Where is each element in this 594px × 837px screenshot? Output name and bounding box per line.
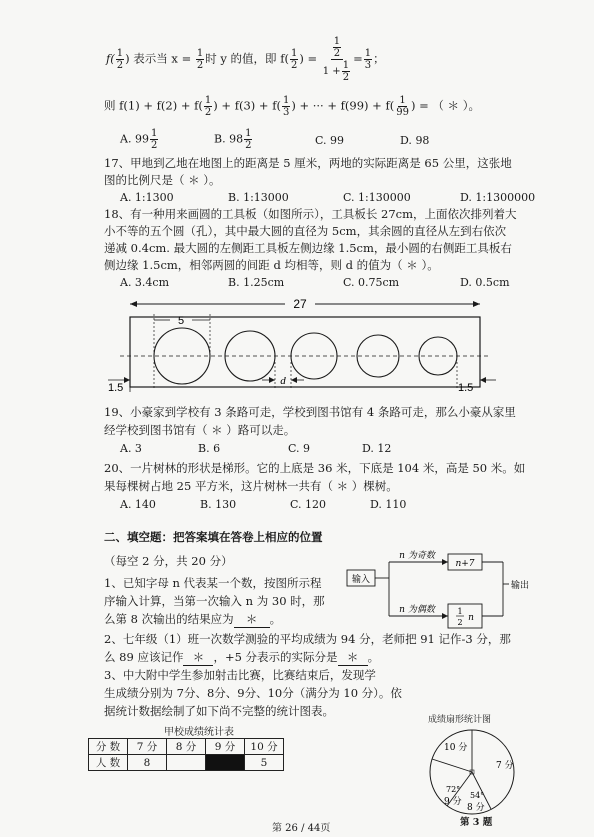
fraction-half-5 <box>342 60 350 83</box>
table-cell-filled <box>206 755 245 771</box>
fill2-line2 <box>104 650 379 666</box>
q16-text-c: ) = <box>299 51 318 66</box>
table-cell: 5 <box>245 755 284 771</box>
fraction-half-1 <box>116 48 124 71</box>
frac-den: 2 <box>150 140 158 151</box>
fill2-blank-1 <box>183 650 213 666</box>
q17-option-c: C. 1:130000 <box>343 191 411 204</box>
q19-option-b: B. 6 <box>198 442 221 455</box>
frac-den: 3 <box>282 107 290 118</box>
q18-option-b: B. 1.25cm <box>228 276 285 289</box>
fill2-blank-2 <box>338 650 368 666</box>
flow-op-odd: n+7 <box>455 559 475 569</box>
q20-option-c: C. 120 <box>290 498 327 511</box>
q17-option-a: A. 1:1300 <box>120 191 174 204</box>
table-header-row <box>89 739 284 755</box>
frac-num: 1 <box>150 128 158 139</box>
q18-option-c: C. 0.75cm <box>343 276 400 289</box>
q16-text-a: ) 表示当 x = <box>125 51 192 66</box>
fill2-end: 。 <box>367 650 380 664</box>
frac-den: 99 <box>396 107 409 118</box>
q17-option-b: B. 1:13000 <box>228 191 289 204</box>
table-cell: 10 分 <box>245 739 284 755</box>
q18-line2: 小不等的五个圆（孔），其中最大圆的直径为 5cm，其余圆的直径从左到右依次 <box>104 224 507 238</box>
q19-option-c: C. 9 <box>288 442 311 455</box>
q16-option-b <box>214 128 253 151</box>
section-2-note: （每空 2 分，共 20 分） <box>104 554 233 568</box>
frac-den: 2 <box>116 60 124 71</box>
one-plus: 1 + <box>322 66 341 77</box>
q16-sum-d: ) = （ ＊ ）。 <box>410 98 480 113</box>
compound-num <box>331 36 343 60</box>
pie-label-eight: 8 分 <box>467 803 485 813</box>
q18-option-d: D. 0.5cm <box>460 276 510 289</box>
frac-den: 2 <box>196 60 204 71</box>
fill1-line1: 1、已知字母 n 代表某一个数，按图所示程 <box>104 576 322 590</box>
fill2-text-a: 么 89 应该记作 <box>104 650 184 664</box>
page-number: 第 26 / 44页 <box>272 823 331 834</box>
fill2-line1: 2、七年级（1）班一次数学测验的平均成绩为 94 分，老师把 91 记作-3 分，那 <box>104 632 511 646</box>
q16-end: ； <box>373 51 385 66</box>
table-title: 甲校成绩统计表 <box>164 727 234 738</box>
q17-option-d: D. 1:1300000 <box>460 191 536 204</box>
option-label: C. <box>315 134 327 147</box>
q18-line3: 递减 0.4cm. 最大圆的左侧距工具板左侧边缘 1.5cm，最小圆的右侧距工具板右 <box>104 241 512 255</box>
table-cell: 8 <box>128 755 167 771</box>
compound-fraction <box>322 36 352 83</box>
frac-den: 2 <box>245 140 252 151</box>
score-table <box>88 738 284 771</box>
pie-label-angle54: 54° <box>470 791 485 800</box>
pie-label-nine: 9 分 <box>444 797 462 807</box>
blank-mark: ＊ <box>245 612 258 626</box>
fill3-line3: 据统计数据绘制了如下尚不完整的统计图表。 <box>104 704 334 718</box>
board-length-label: 27 <box>293 297 307 311</box>
flow-input-label: 输入 <box>351 575 371 585</box>
flow-op-even-var: n <box>468 613 474 623</box>
option-text: 99 <box>330 134 345 147</box>
compound-den <box>322 60 352 83</box>
frac-num: 1 <box>196 48 204 59</box>
q18-option-a: A. 3.4cm <box>120 276 170 289</box>
frac-num: 1 <box>116 48 124 59</box>
flow-op-even-num: 1 <box>457 607 463 616</box>
right-gap-label: 1.5 <box>458 382 474 394</box>
diameter-label: 5 <box>177 315 185 327</box>
op-even-box <box>448 604 482 628</box>
q18-line4: 侧边缘 1.5cm，相邻两圆的间距 d 均相等，则 d 的值为（ ＊ ）。 <box>104 258 439 272</box>
option-label: B. <box>214 132 226 146</box>
q20-line1: 20、一片树林的形状是梯形。它的上底是 36 米，下底是 104 米，高是 50 米。如 <box>104 461 526 475</box>
frac-num: 1 <box>204 95 212 106</box>
circle-4 <box>357 335 399 377</box>
q16-eq: = <box>353 51 363 66</box>
table-cell <box>167 755 206 771</box>
q18-line1: 18、有一种用来画圆的工具板（如图所示），工具板长 27cm，上面依次排列着大 <box>104 207 517 221</box>
q16-option-d <box>400 134 429 147</box>
option-frac <box>244 128 252 151</box>
flowchart <box>345 548 545 638</box>
frac-den: 2 <box>204 107 212 118</box>
flow-odd-label: n 为奇数 <box>399 551 435 561</box>
q19-line2: 经学校到图书馆有（ ＊ ）路可以走。 <box>104 423 296 437</box>
option-text: 98 <box>415 134 430 147</box>
q16-option-a <box>120 128 159 151</box>
table-row <box>89 755 284 771</box>
pie-label-seven: 7 分 <box>496 761 514 771</box>
pie-title: 成绩扇形统计图 <box>428 715 492 725</box>
q19-option-d: D. 12 <box>362 442 392 455</box>
frac-den: 2 <box>342 72 350 83</box>
fill1-text: 么第 8 次输出的结果应为 <box>104 612 234 626</box>
table-cell: 8 分 <box>167 739 206 755</box>
frac-num: 1 <box>282 95 290 106</box>
pie-label-ten: 10 分 <box>444 743 468 753</box>
fill1-line3 <box>104 612 281 628</box>
left-gap-label: 1.5 <box>108 382 124 394</box>
tool-board-figure <box>100 292 500 402</box>
fill1-line2: 序输入计算，当第一次输入 n 为 30 时，那 <box>104 594 325 608</box>
q20-option-b: B. 130 <box>200 498 237 511</box>
fraction-1-99 <box>395 95 410 118</box>
q19-line1: 19、小豪家到学校有 3 条路可走，学校到图书馆有 4 条路可走，那么小豪从家里 <box>104 405 516 419</box>
arrowhead-right <box>473 301 480 307</box>
q16-line2 <box>104 95 480 118</box>
frac-num: 1 <box>399 95 406 106</box>
q16-option-c <box>315 134 344 147</box>
fraction-third <box>364 48 372 71</box>
q20-line2: 果每棵树占地 25 平方米，这片树林一共有（ ＊ ）棵树。 <box>104 479 398 493</box>
q17-line1: 17、甲地到乙地在地图上的距离是 5 厘米，两地的实际距离是 65 公里，这张地 <box>104 156 512 170</box>
flow-even-label: n 为偶数 <box>399 605 435 615</box>
q16-f-open: f( <box>106 51 115 66</box>
table-cell: 人 数 <box>89 755 128 771</box>
option-label: A. <box>120 132 132 146</box>
option-whole: 98 <box>229 132 244 146</box>
fill1-end: 。 <box>269 612 282 626</box>
table-cell: 9 分 <box>206 739 245 755</box>
fill2-text-b: ，+5 分表示的实际分是 <box>213 650 338 664</box>
frac-num: 1 <box>333 36 341 47</box>
d-label: d <box>280 375 286 387</box>
frac-num: 1 <box>342 60 350 71</box>
q16-text-b: 时 y 的值，即 f( <box>205 51 289 66</box>
pie-caption: 第 3 题 <box>460 817 493 828</box>
fraction-half-2 <box>196 48 204 71</box>
fill3-line1: 3、中大附中学生参加射击比赛，比赛结束后，发现学 <box>104 668 376 682</box>
q20-option-a: A. 140 <box>120 498 156 511</box>
frac-num: 1 <box>364 48 372 59</box>
frac-den: 2 <box>290 60 298 71</box>
q16-sum-c: ) + ··· + f(99) + f( <box>291 98 395 113</box>
fraction-half-3 <box>290 48 298 71</box>
flow-op-even-den: 2 <box>457 618 463 627</box>
fill3-line2: 生成绩分别为 7分、8分、9分、10分（满分为 10 分）。依 <box>104 686 402 700</box>
frac-num: 1 <box>245 128 252 139</box>
frac-den: 2 <box>333 48 341 59</box>
pie-label-angle72: 72° <box>446 785 461 794</box>
pie-divider-left <box>432 759 472 772</box>
table-cell: 7 分 <box>128 739 167 755</box>
frac-den: 3 <box>364 60 372 71</box>
option-label: D. <box>400 134 412 147</box>
fraction-third-2 <box>282 95 290 118</box>
blank-mark: ＊ <box>346 650 359 664</box>
q19-option-a: A. 3 <box>120 442 142 455</box>
q17-line2: 图的比例尺是（ ＊ ）。 <box>104 173 221 187</box>
option-frac <box>150 128 158 151</box>
blank-mark: ＊ <box>192 650 205 664</box>
q16-sum-a: 则 f(1) + f(2) + f( <box>104 98 203 113</box>
section-2-title: 二、填空题：把答案填在答卷上相应的位置 <box>104 530 323 544</box>
pie-chart <box>420 724 530 820</box>
option-whole: 99 <box>134 132 149 146</box>
q16-sum-b: ) + f(3) + f( <box>213 98 281 113</box>
q20-option-d: D. 110 <box>370 498 407 511</box>
frac-num: 1 <box>290 48 298 59</box>
q16-line1 <box>106 36 385 83</box>
arrowhead-left <box>130 301 137 307</box>
flow-output-label: 输出 <box>511 581 530 591</box>
fill1-blank <box>234 612 270 628</box>
fraction-half-4 <box>333 36 341 59</box>
table-cell: 分 数 <box>89 739 128 755</box>
fraction-half-6 <box>204 95 212 118</box>
